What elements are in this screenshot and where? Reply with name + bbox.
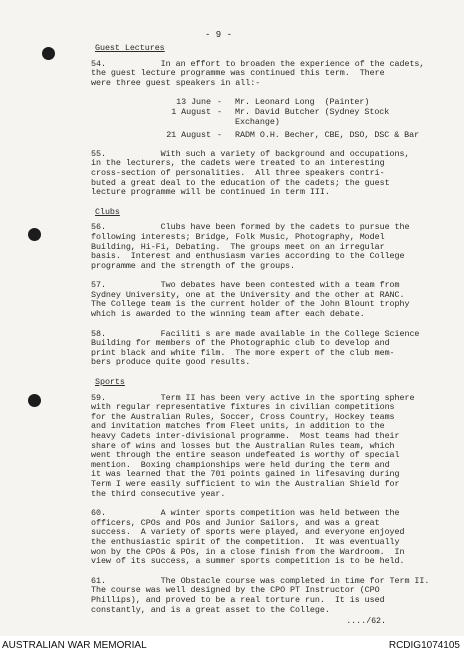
text-line: success. A variety of sports were played, and everyone enjoyed (91, 527, 405, 538)
footer-record-id: RCDIG1074105 (388, 640, 460, 651)
text-line: 61. The Obstacle course was completed in time for Term II. (91, 575, 430, 586)
text-line: 58. Faciliti s are made available in the College Science (91, 328, 420, 339)
text-line: Sydney University, one at the University and the other at RANC. (91, 289, 405, 300)
schedule-dash: - (217, 106, 222, 117)
text-line: 57. Two debates have been contested with a team from (91, 280, 400, 291)
page-number: - 9 - (205, 30, 233, 40)
text-line: for the Australian Rules, Soccer, Cross Country, Hockey teams (91, 411, 395, 422)
text-line: share of wins and losses but the Australian Rules team, which (91, 440, 395, 451)
schedule-dash: - (217, 130, 222, 141)
text-line: constantly, and is a great asset to the College. (91, 604, 330, 615)
schedule-speaker: Mr. David Butcher (Sydney Stock (235, 106, 390, 117)
continuation-marker: ..../62. (346, 616, 386, 627)
text-line: in the lecturers, the cadets were treated to an interesting (91, 158, 385, 169)
text-line: mention. Boxing championships were held during the term and (91, 459, 390, 470)
text-line: went through the entire season undefeated is worthy of special (91, 450, 400, 461)
text-line: print black and white film. The more expert of the club mem- (91, 347, 395, 358)
text-line: Phillips), and proved to be a real torture run. It is used (91, 594, 385, 605)
paragraph-56 (91, 223, 436, 271)
text-line: heavy Cadets inter-divisional programme. Most teams had their (91, 431, 400, 441)
paragraph-54 (91, 60, 436, 89)
text-line: Building for members of the Photographic club to develop and (91, 338, 390, 349)
schedule-speaker: RADM O.H. Becher, CBE, DSO, DSC & Bar (235, 130, 420, 141)
text-line: the enthusiastic spirit of the competition. It was eventually (91, 536, 400, 547)
punch-hole (28, 394, 41, 407)
paragraph-60 (91, 509, 436, 567)
paragraph-57 (91, 281, 436, 319)
schedule-date: 13 June (176, 97, 211, 108)
text-line: The course was well designed by the CPO PT Instructor (CPO (91, 585, 380, 596)
schedule-speaker: Mr. Leonard Long (Painter) (235, 97, 370, 108)
text-line: 56. Clubs have been formed by the cadets to pursue the (91, 222, 410, 233)
schedule-date: 21 August (166, 130, 211, 141)
text-line: it was learned that the 701 points gained in lifesaving during (91, 469, 400, 480)
text-line: were three guest speakers in all:- (91, 77, 261, 88)
section-heading-guest-lectures: Guest Lectures (95, 43, 165, 53)
punch-hole (28, 228, 41, 241)
text-line: cross-section of personalities. All three speakers contri- (91, 167, 385, 178)
text-line: the guest lecture programme was continued this term. There (91, 68, 385, 79)
section-heading-clubs: Clubs (95, 206, 120, 217)
text-line: 60. A winter sports competition was held between the (91, 508, 400, 519)
footer-institution: AUSTRALIAN WAR MEMORIAL (2, 640, 147, 651)
text-line: following interests; Bridge, Folk Music, Photography, Model (91, 231, 385, 242)
schedule-dash: - (217, 97, 222, 108)
text-line: view of its success, a summer sports competition is to be held. (91, 556, 405, 567)
schedule-row (151, 131, 436, 141)
text-line: programme and the strength of the groups. (91, 260, 296, 271)
text-line: won by the CPOs & POs, in a close finish from the Wardroom. In (91, 546, 405, 557)
text-line: with regular representative fixtures in civilian competitions (91, 402, 395, 413)
text-line: 54. In an effort to broaden the experience of the cadets, (91, 58, 425, 69)
text-line: officers, CPOs and POs and Junior Sailors, and was a great (91, 517, 380, 528)
schedule-row (151, 108, 436, 118)
text-line: which is awarded to the winning team after each debate. (91, 309, 365, 320)
text-line: lecture programme will be continued in term III. (91, 187, 330, 198)
text-line: Building, Hi-Fi, Debating. The groups meet on an irregular (91, 241, 385, 252)
paragraph-61 (91, 577, 436, 615)
text-line: The College team is the current holder of the John Blount trophy (91, 299, 410, 310)
schedule-date: 1 August (171, 106, 211, 117)
schedule-speaker-continued: Exchange) (235, 116, 280, 127)
paragraph-55 (91, 150, 436, 198)
document-body (91, 44, 436, 627)
text-line: basis. Interest and enthusiasm varies according to the College (91, 251, 405, 262)
text-line: the third consecutive year. (91, 488, 226, 499)
text-line: 59. Term II has been very active in the sporting sphere (91, 392, 415, 403)
text-line: bers produce quite good results. (91, 357, 251, 368)
text-line: and invitation matches from Fleet units, in addition to the (91, 421, 385, 432)
text-line: 55. With such a variety of background and occupations, (91, 148, 410, 159)
punch-hole (42, 47, 55, 60)
archive-footer (0, 636, 464, 653)
text-line: Term I were easily sufficient to win the Australian Shield for (91, 478, 400, 489)
speaker-schedule (151, 98, 436, 140)
text-line: buted a great deal to the education of the cadets; the guest (91, 177, 390, 188)
paragraph-59 (91, 394, 436, 500)
section-heading-sports: Sports (95, 377, 125, 388)
paragraph-58 (91, 330, 436, 368)
